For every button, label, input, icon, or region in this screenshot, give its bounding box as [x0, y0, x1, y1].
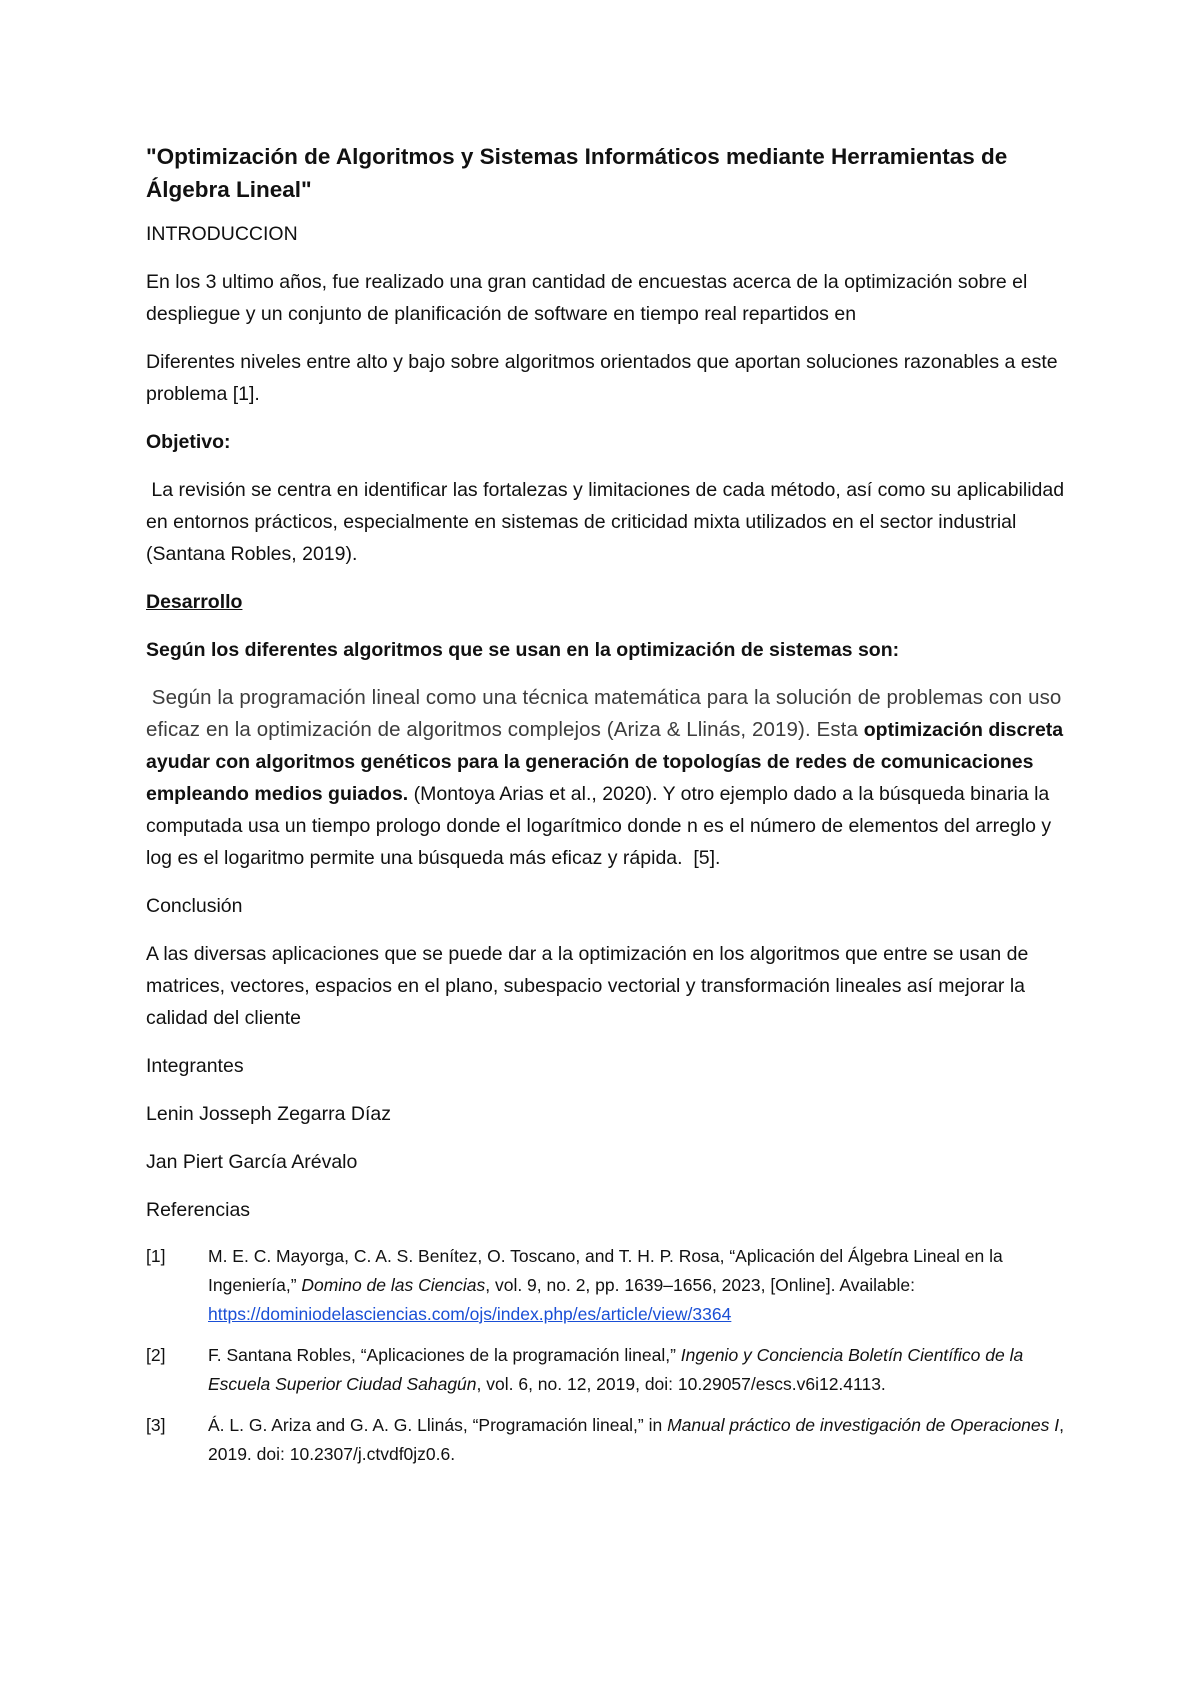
development-text-sans: Según la programación lineal como una técnica matemática para la solución de problemas con uso eficaz en la optimización de algoritmos complejos (Ariza & Llinás, 2019). Esta	[146, 686, 1068, 741]
reference-item	[146, 1411, 1066, 1469]
reference-source: Ingenio y Conciencia Boletín Científico de la Escuela Superior Ciudad Sahagún	[208, 1345, 1024, 1394]
conclusion-paragraph: A las diversas aplicaciones que se puede dar a la optimización en los algoritmos que entre se usan de matrices, vectores, espacios en el plano, subespacio vectorial y transformación lineales así mejorar la calidad del cliente	[146, 943, 1029, 1029]
reference-source: Domino de las Ciencias	[301, 1275, 486, 1295]
development-subheading: Según los diferentes algoritmos que se usan en la optimización de sistemas son:	[146, 639, 900, 661]
references-heading: Referencias	[146, 1199, 251, 1221]
reference-link[interactable]: https://dominiodelasciencias.com/ojs/index.php/es/article/view/3364	[208, 1304, 732, 1324]
reference-number: [1]	[146, 1246, 166, 1266]
development-text-rest: (Montoya Arias et al., 2020). Y otro ejemplo dado a la búsqueda binaria la computada usa un tiempo prologo donde el logarítmico donde n es el número de elementos del arreglo y log es el logaritmo permite una búsqueda más eficaz y rápida. [5].	[146, 783, 1057, 869]
reference-authors-title: F. Santana Robles, “Aplicaciones de la programación lineal,”	[208, 1345, 681, 1365]
reference-item	[146, 1242, 1066, 1329]
member-name: Jan Piert García Arévalo	[146, 1151, 358, 1173]
intro-paragraph-1: En los 3 ultimo años, fue realizado una gran cantidad de encuestas acerca de la optimización sobre el despliegue y un conjunto de planificación de software en tiempo real repartidos en	[146, 271, 1028, 325]
reference-details: , 2019. doi: 10.2307/j.ctvdf0jz0.6.	[208, 1415, 1065, 1464]
conclusion-heading: Conclusión	[146, 895, 243, 917]
document-title: "Optimización de Algoritmos y Sistemas Informáticos mediante Herramientas de Álgebra Lineal"	[146, 144, 1008, 202]
reference-source: Manual práctico de investigación de Operaciones I	[667, 1415, 1060, 1435]
reference-text	[208, 1411, 1066, 1469]
development-text-bold: optimización discreta ayudar con algoritmos genéticos para la generación de topologías de redes de comunicaciones empleando medios guiados.	[146, 719, 1069, 805]
reference-item	[146, 1341, 1066, 1399]
reference-details: , vol. 9, no. 2, pp. 1639–1656, 2023, [Online]. Available:	[485, 1275, 915, 1295]
document-page	[146, 140, 1070, 1481]
objective-paragraph: La revisión se centra en identificar las fortalezas y limitaciones de cada método, así como su aplicabilidad en entornos prácticos, especialmente en sistemas de criticidad mixta utilizados en el sector industrial (Santana Robles, 2019).	[146, 479, 1070, 565]
members-heading: Integrantes	[146, 1055, 244, 1077]
intro-heading: INTRODUCCION	[146, 223, 298, 245]
reference-number: [3]	[146, 1415, 166, 1435]
reference-details: , vol. 6, no. 12, 2019, doi: 10.29057/escs.v6i12.4113.	[476, 1374, 886, 1394]
references-list	[146, 1242, 1066, 1469]
reference-authors-title: M. E. C. Mayorga, C. A. S. Benítez, O. Toscano, and T. H. P. Rosa, “Aplicación del Álgebra Lineal en la Ingeniería,”	[208, 1246, 1003, 1295]
reference-text	[208, 1341, 1066, 1399]
development-paragraph	[146, 682, 1069, 874]
reference-number: [2]	[146, 1345, 166, 1365]
reference-authors-title: Á. L. G. Ariza and G. A. G. Llinás, “Programación lineal,” in	[208, 1415, 668, 1435]
development-heading: Desarrollo	[146, 591, 243, 613]
member-name: Lenin Josseph Zegarra Díaz	[146, 1103, 391, 1125]
intro-paragraph-2: Diferentes niveles entre alto y bajo sobre algoritmos orientados que aportan soluciones razonables a este problema [1].	[146, 351, 1058, 405]
objective-heading: Objetivo:	[146, 431, 231, 453]
reference-text	[208, 1242, 1066, 1329]
